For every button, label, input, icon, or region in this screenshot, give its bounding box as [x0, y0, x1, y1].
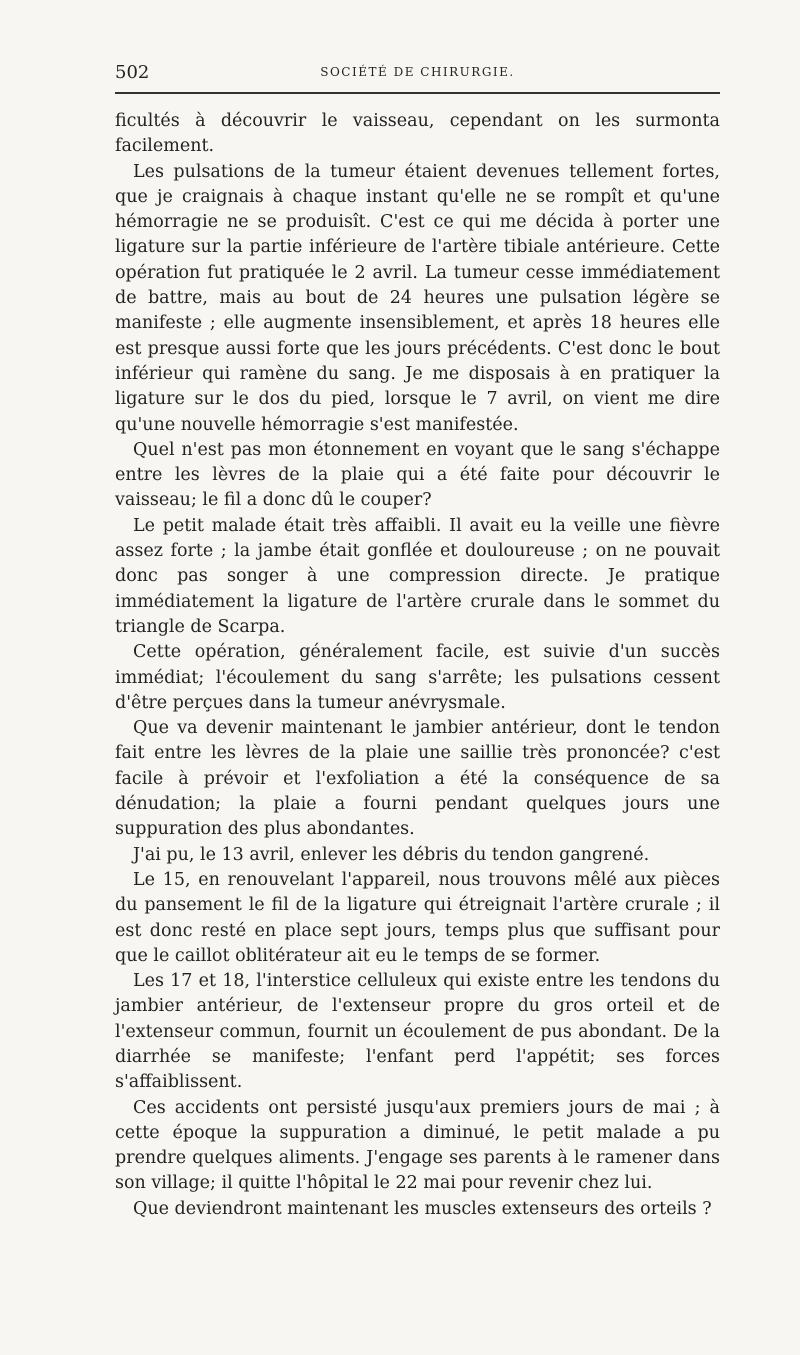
paragraph: Que va devenir maintenant le jambier antérieur, dont le tendon fait entre les lèvres de la plaie une saillie très prononcée? c'est facile à prévoir et l'exfoliation a été la conséquence de sa dénudation; la plaie a fourni pendant quelques jours une suppuration des plus abondantes.	[115, 718, 720, 840]
page-number: 502	[115, 62, 150, 83]
paragraph: Cette opération, généralement facile, est suivie d'un succès immédiat; l'écoulement du sang s'arrête; les pulsations cessent d'être perçues dans la tumeur anévrysmale.	[115, 642, 720, 713]
header-rule	[115, 92, 720, 94]
paragraph: J'ai pu, le 13 avril, enlever les débris du tendon gangrené.	[133, 844, 650, 865]
paragraph: Quel n'est pas mon étonnement en voyant que le sang s'échappe entre les lèvres de la plaie qui a été faite pour découvrir le vaisseau; le fil a donc dû le couper?	[115, 439, 720, 511]
running-title: SOCIÉTÉ DE CHIRURGIE.	[320, 65, 515, 79]
paragraph: Que deviendront maintenant les muscles extenseurs des orteils ?	[133, 1198, 712, 1219]
paragraph: Les pulsations de la tumeur étaient devenues tellement fortes, que je craignais à chaque instant qu'elle ne se rompît et qu'une hémorragie ne se produisît. C'est ce qui me décida à porter une ligature sur la partie inférieure de l'artère tibiale antérieure. Cette opération fut pratiquée le 2 avril. La tumeur cesse immédiatement de battre, mais au bout de 24 heures une pulsation légère se manifeste ; elle augmente insensiblement, et après 18 heures elle est presque aussi forte que les jours précédents. C'est donc le bout inférieur qui ramène du sang. Je me disposais à en pratiquer la ligature sur le dos du pied, lorsque le 7 avril, on vient me dire qu'une nouvelle hémorragie s'est manifestée.	[115, 161, 720, 435]
paragraph: Le petit malade était très affaibli. Il avait eu la veille une fièvre assez forte ; la jambe était gonflée et douloureuse ; on ne pouvait donc pas songer à une compression directe. Je pratique immédiatement la ligature de l'artère crurale dans le sommet du triangle de Scarpa.	[115, 515, 720, 637]
paragraph: Le 15, en renouvelant l'appareil, nous trouvons mêlé aux pièces du pansement le fil de la ligature qui étreignait l'artère crurale ; il est donc resté en place sept jours, temps plus que suffisant pour que le caillot oblitérateur ait eu le temps de se former.	[115, 869, 720, 966]
paragraph: Les 17 et 18, l'interstice celluleux qui existe entre les tendons du jambier antérieur, de l'extenseur propre du gros orteil et de l'extenseur commun, fournit un écoulement de pus abondant. De la diarrhée se manifeste; l'enfant perd l'appétit; ses forces s'affaiblissent.	[115, 971, 720, 1093]
paragraph: Ces accidents ont persisté jusqu'aux premiers jours de mai ; à cette époque la suppuration a diminué, le petit malade a pu prendre quelques aliments. J'engage ses parents à le ramener dans son village; il quitte l'hôpital le 22 mai pour revenir chez lui.	[115, 1097, 720, 1194]
paragraph: ficultés à découvrir le vaisseau, cependant on les surmonta facilement.	[115, 111, 720, 157]
page-header	[115, 62, 720, 84]
body-text	[115, 109, 720, 1222]
